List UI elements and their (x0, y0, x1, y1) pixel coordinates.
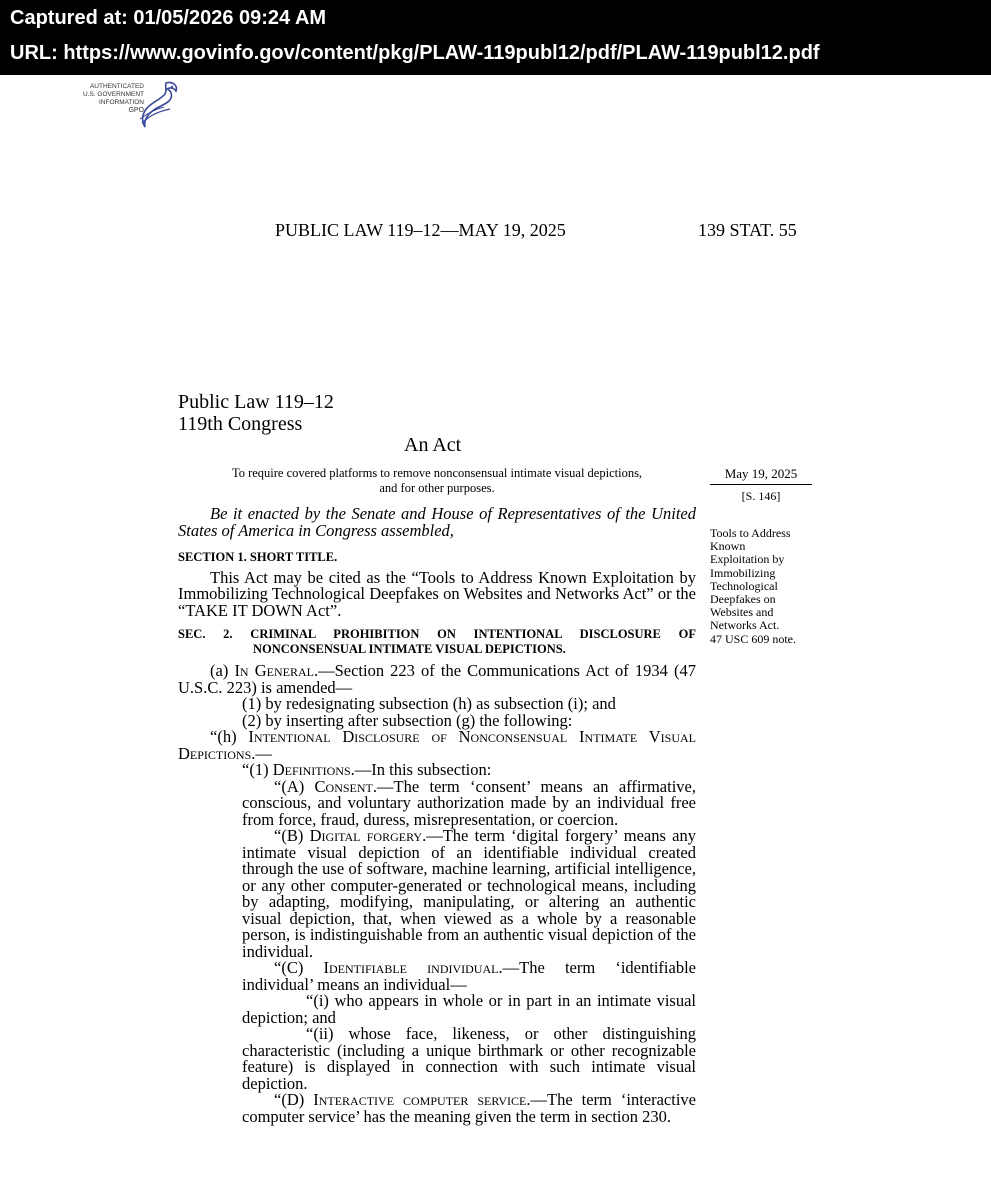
definition-d-lead: “(D) (274, 1090, 314, 1109)
public-law-number: Public Law 119–12 (178, 391, 334, 413)
congress-number: 119th Congress (178, 413, 303, 435)
seal-line-1: AUTHENTICATED (89, 83, 144, 90)
definition-c-heading: Identifiable individual. (323, 958, 503, 977)
running-header-law: PUBLIC LAW 119–12—MAY 19, 2025 (275, 220, 566, 240)
definition-consent (178, 776, 696, 829)
margin-note-line: Deepfakes on (710, 592, 776, 607)
seal-line-3: INFORMATION (98, 99, 144, 106)
definitions-heading: Definitions. (272, 760, 355, 779)
enacting-clause: Be it enacted by the Senate and House of Representatives of the United States of America in Congress assembled, (178, 504, 696, 540)
seal-text (72, 83, 144, 107)
clause-c-i: “(i) who appears in whole or in part in an intimate visual depiction; and (242, 991, 696, 1027)
running-header-stat: 139 STAT. 55 (698, 220, 797, 240)
subsection-a (178, 663, 696, 696)
definition-a-text: —The term ‘consent’ means an affirmative, conscious, and voluntary authorization made by an individual free from force, fraud, duress, misrepresentation, or coercion. (242, 776, 696, 829)
definition-a-heading: Consent. (314, 776, 378, 796)
paragraph-a1: (1) by redesignating subsection (h) as subsection (i); and (242, 694, 616, 713)
definition-c-lead: “(C) (274, 958, 324, 977)
seal-line-2: U.S. GOVERNMENT (82, 91, 144, 98)
gpo-authentication-seal (72, 79, 182, 131)
definition-identifiable-individual (178, 960, 696, 993)
law-body (178, 506, 696, 1125)
act-purpose (178, 466, 696, 496)
margin-note-line: Immobilizing (710, 565, 776, 580)
subsection-h-dash: — (255, 743, 272, 763)
section-1-heading: SECTION 1. SHORT TITLE. (178, 550, 338, 564)
law-title-block (178, 391, 334, 435)
source-url-text: URL: https://www.govinfo.gov/content/pkg/PLAW-119publ12/pdf/PLAW-119publ12.pdf (10, 42, 820, 64)
margin-note-line: Websites and (710, 605, 774, 620)
margin-date-block (710, 466, 812, 504)
eagle-icon (136, 79, 182, 129)
definition-a-lead: “(A) (274, 776, 315, 796)
margin-note (710, 527, 810, 646)
subsection-a-heading: In General. (234, 661, 319, 680)
paragraph-a2: (2) by inserting after subsection (g) the following: (242, 710, 573, 730)
subsection-a-text: —Section 223 of the Communications Act of 1934 (47 U.S.C. 223) is amended— (178, 661, 696, 697)
definitions-lead: “(1) (242, 760, 273, 779)
margin-note-line: Technological (710, 578, 778, 593)
definition-interactive-computer-service (178, 1092, 696, 1125)
gpo-mark: GPO (128, 107, 144, 114)
definitions-text: —In this subsection: (354, 760, 492, 779)
definition-d-text: —The term ‘interactive computer service’ has the meaning given the term in section 230. (242, 1090, 696, 1126)
definition-b-text: —The term ‘digital forgery’ means any intimate visual depiction of an identifiable individual created through the use of software, machine learning, artificial intelligence, or any other computer-generated or technological means, including by adapting, modifying, manipulating, or altering an authentic visual depiction, that, when viewed as a whole by a reasonable person, is indistinguishable from an authentic visual depiction of the individual. (242, 826, 696, 961)
margin-note-line: 47 USC 609 note. (710, 631, 797, 646)
margin-note-line: Networks Act. (710, 618, 780, 633)
section-1-text: This Act may be cited as the “Tools to Address Known Exploitation by Immobilizing Technological Deepfakes on Websites and Networks Act” or the “TAKE IT DOWN Act”. (178, 567, 696, 620)
definition-c-text: —The term ‘identifiable individual’ means an individual— (242, 958, 696, 994)
subsection-a-lead: (a) (210, 661, 235, 680)
capture-banner (0, 0, 991, 75)
purpose-line-2: and for other purposes. (379, 481, 495, 495)
margin-note-line: Tools to Address (710, 526, 791, 540)
definition-digital-forgery (178, 828, 696, 960)
margin-note-line: Exploitation by (710, 552, 785, 567)
enactment-date: May 19, 2025 (710, 466, 812, 485)
subsection-h-lead: “(h) (210, 727, 249, 746)
definition-b-heading: Digital forgery. (309, 826, 427, 845)
section-2-heading: SEC. 2. CRIMINAL PROHIBITION ON INTENTIONAL DISCLOSURE OF NONCONSENSUAL INTIMATE VISUAL DEPICTIONS. (178, 627, 696, 656)
subsection-h (178, 729, 696, 762)
definition-b-lead: “(B) (274, 826, 310, 845)
bill-number: [S. 146] (741, 489, 781, 503)
clause-c-ii: “(ii) whose face, likeness, or other distinguishing characteristic (including a unique birthmark or other recognizable feature) is displayed in connection with such intimate visual depiction. (242, 1024, 696, 1093)
subsection-h-heading: Intentional Disclosure of Nonconsensual Intimate Visual Depictions. (178, 727, 696, 763)
margin-note-line: Known (710, 539, 746, 554)
purpose-line-1: To require covered platforms to remove nonconsensual intimate visual depictions, (231, 466, 643, 480)
captured-at-text: Captured at: 01/05/2026 09:24 AM (10, 7, 327, 29)
act-heading: An Act (404, 434, 462, 456)
definition-d-heading: Interactive computer service. (313, 1090, 531, 1109)
